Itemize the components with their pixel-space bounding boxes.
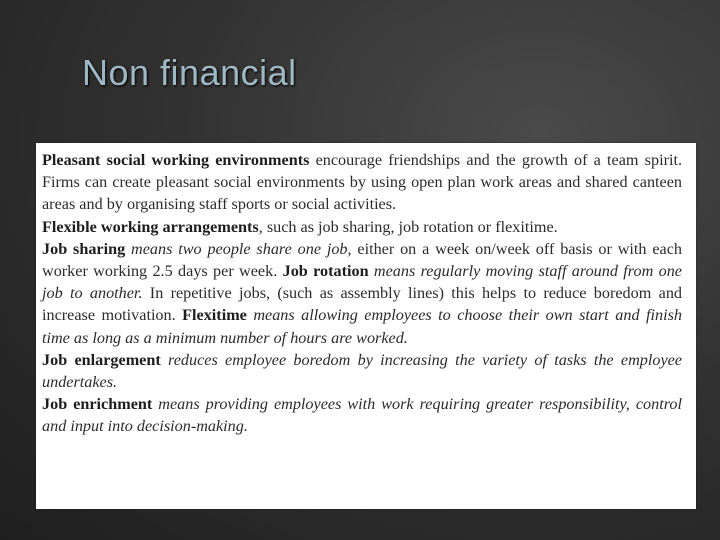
paragraph-flexible-working [42,216,682,238]
job-sharing-text: , either on a week on/week off basis or with each worker working 2.5 days per week. [42,239,682,281]
slide-title: Non financial [82,52,297,93]
term-job-enlargement: Job enlargement [42,350,161,369]
slide-content [42,149,682,438]
term-social-environment: Pleasant social working environments [42,151,310,169]
job-rotation-definition: means regularly moving staff around from one job to another. [42,262,682,303]
term-job-sharing: Job sharing [42,239,126,258]
term-flexible-working: Flexible working arrangements [42,217,259,236]
flexitime-definition: means allowing employees to choose their own start and finish time as long as a minimum number of hours are worked. [42,306,682,347]
paragraph-job-enrichment [42,393,682,437]
term-job-enrichment: Job enrichment [42,395,153,414]
term-flexitime: Flexitime [182,306,247,325]
term-job-rotation: Job rotation [282,262,369,281]
job-enrichment-definition: means providing employees with work requiring greater responsibility, control and input into decision-making. [42,395,682,436]
paragraph-job-enlargement [42,349,682,393]
paragraph-social-environment [42,149,682,216]
job-enlargement-definition: reduces employee boredom by increasing the variety of tasks the employee undertakes. [42,350,682,392]
flexible-working-text: , such as job sharing, job rotation or flexitime. [258,217,558,236]
job-sharing-definition: means two people share one job [125,239,348,258]
paragraph-job-sharing [42,238,682,349]
social-environment-text: encourage friendships and the growth of a team spirit. Firms can create pleasant social environments by using open plan work areas and shared canteen areas and by organising staff sports or social activities. [42,151,682,214]
job-rotation-text: In repetitive jobs, (such as assembly lines) this helps to reduce boredom and increase motivation. [42,284,683,325]
